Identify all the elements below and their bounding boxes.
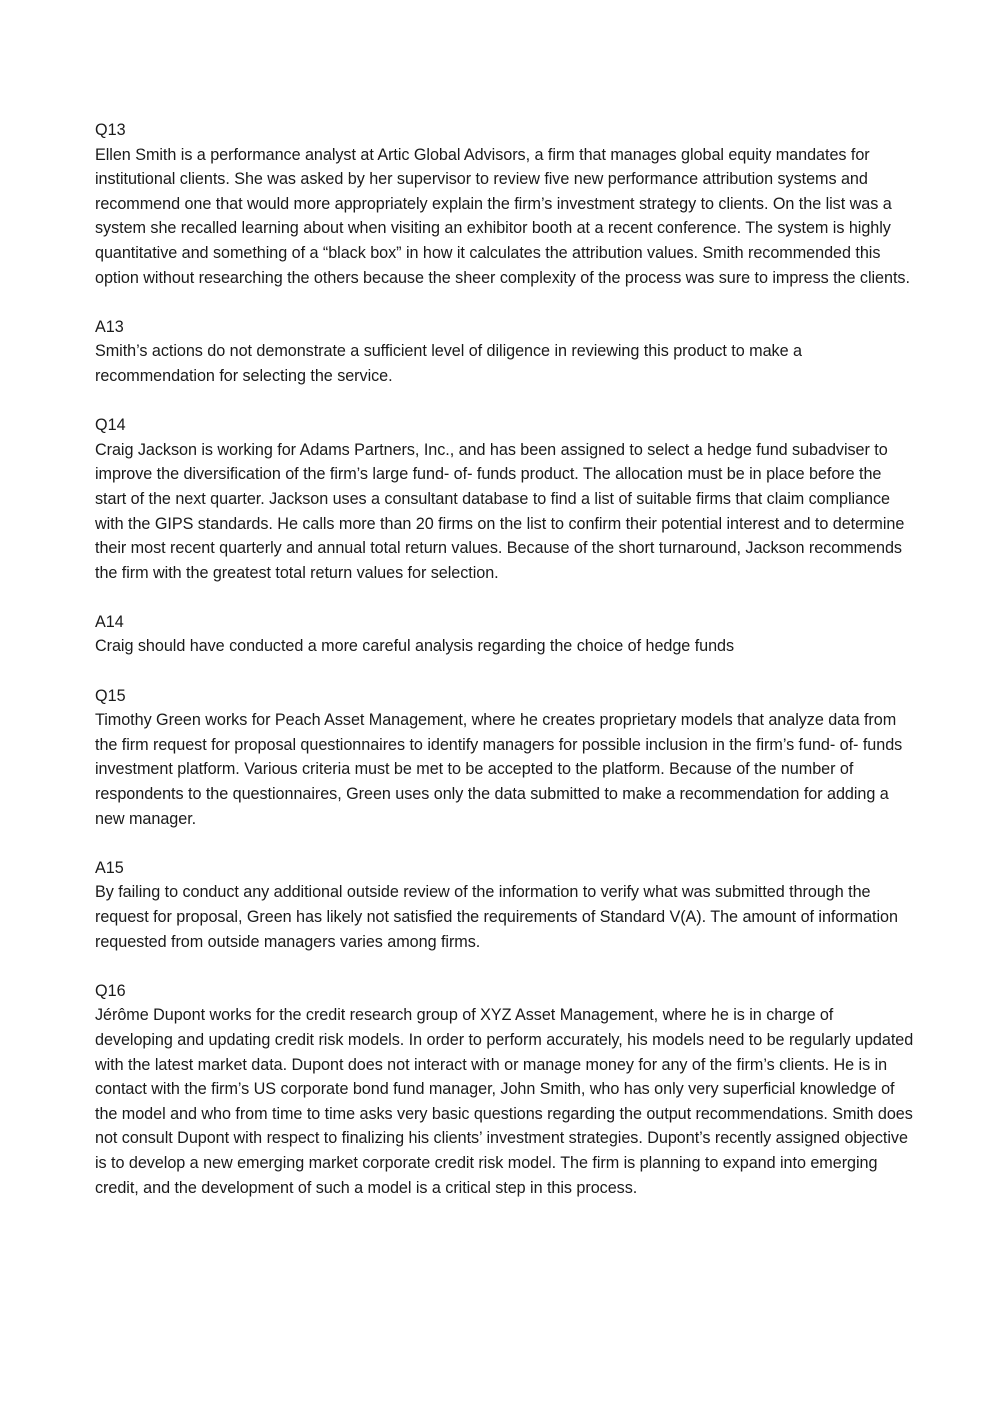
answer-label: A13: [95, 317, 124, 336]
answer-text: Craig should have conducted a more careful analysis regarding the choice of hedge funds: [95, 637, 735, 656]
question-text: Jérôme Dupont works for the credit research group of XYZ Asset Management, where he is in charge of developing and updating credit risk models. In order to perform accurately, his models need to be regularly updated with the latest market data. Dupont does not interact with or manage money for any of the firm’s clients. He is in contact with the firm’s US corporate bond fund manager, John Smith, who has only very superficial knowledge of the model and who from time to time asks very basic questions regarding the output recommendations. Smith does not consult Dupont with respect to finalizing his clients’ investment strategies. Dupont’s recently assigned objective is to develop a new emerging market corporate credit risk model. The firm is planning to expand into emerging credit, and the development of such a model is a critical step in this process.: [95, 1006, 914, 1197]
a15-block: [95, 856, 915, 954]
document-page: [95, 118, 915, 1225]
question-label: Q14: [95, 416, 126, 435]
answer-text: Smith’s actions do not demonstrate a sufficient level of diligence in reviewing this product to make a recommendation for selecting the service.: [95, 342, 802, 385]
question-text: Timothy Green works for Peach Asset Management, where he creates proprietary models that analyze data from the firm request for proposal questionnaires to identify managers for possible inclusion in the firm’s fund- of- funds investment platform. Various criteria must be met to be accepted to the platform. Because of the number of respondents to the questionnaires, Green uses only the data submitted to make a recommendation for adding a new manager.: [95, 711, 903, 828]
q16-block: [95, 979, 915, 1200]
answer-label: A14: [95, 612, 124, 631]
question-text: Ellen Smith is a performance analyst at Artic Global Advisors, a firm that manages global equity mandates for institutional clients. She was asked by her supervisor to review five new performance attribution systems and recommend one that would more appropriately explain the firm’s investment strategy to clients. On the list was a system she recalled learning about when visiting an exhibitor booth at a recent conference. The system is highly quantitative and something of a “black box” in how it calculates the attribution values. Smith recommended this option without researching the others because the sheer complexity of the process was sure to impress the clients.: [95, 145, 910, 287]
q15-block: [95, 684, 915, 832]
q13-block: [95, 118, 915, 290]
question-label: Q16: [95, 981, 126, 1000]
q14-block: [95, 413, 915, 585]
answer-text: By failing to conduct any additional outside review of the information to verify what was submitted through the request for proposal, Green has likely not satisfied the requirements of Standard V(A). The amount of information requested from outside managers varies among firms.: [95, 883, 898, 951]
a13-block: [95, 315, 915, 389]
answer-label: A15: [95, 858, 124, 877]
question-text: Craig Jackson is working for Adams Partners, Inc., and has been assigned to select a hedge fund subadviser to improve the diversification of the firm’s large fund- of- funds product. The allocation must be in place before the start of the next quarter. Jackson uses a consultant database to find a list of suitable firms that claim compliance with the GIPS standards. He calls more than 20 firms on the list to confirm their potential interest and to determine their most recent quarterly and annual total return values. Because of the short turnaround, Jackson recommends the firm with the greatest total return values for selection.: [95, 440, 905, 582]
a14-block: [95, 610, 915, 659]
question-label: Q15: [95, 686, 126, 705]
question-label: Q13: [95, 121, 126, 139]
